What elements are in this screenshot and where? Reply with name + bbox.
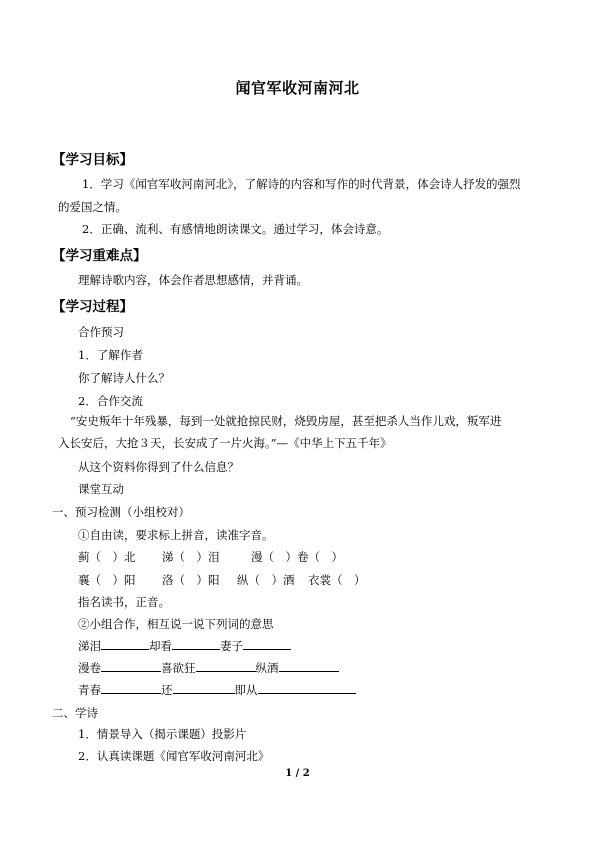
- part-2-heading: 二、学诗: [52, 706, 98, 720]
- pinyin-item: 蓟（ ）北: [78, 550, 136, 564]
- process-step-2: 2．合作交流: [78, 394, 143, 408]
- vocab-word: 涕泪: [78, 639, 101, 653]
- vocab-row-2: [78, 659, 339, 676]
- answer-blank[interactable]: [279, 659, 339, 672]
- pinyin-item: 纵（ ）酒: [237, 573, 295, 587]
- vocab-word: 即从: [234, 683, 258, 697]
- answer-blank[interactable]: [243, 637, 291, 650]
- part-1-heading: 一、预习检测（小组校对）: [52, 505, 190, 519]
- task-2: ②小组合作，相互说一说下列词的意思: [78, 617, 274, 631]
- process-interaction: 课堂互动: [78, 482, 124, 496]
- vocab-word: 纵酒: [255, 661, 279, 675]
- process-preview: 合作预习: [78, 325, 124, 339]
- learn-step-2: 2．认真读课题《闻官军收河南河北》: [78, 749, 270, 763]
- section-heading-goals: 【学习目标】: [52, 152, 133, 168]
- vocab-word: 喜欲狂: [161, 661, 196, 675]
- answer-blank[interactable]: [101, 681, 161, 694]
- learn-step-1: 1．情景导入（揭示课题）投影片: [78, 727, 247, 741]
- answer-blank[interactable]: [173, 681, 235, 694]
- goal-item-1-line-2: 的爱国之情。: [58, 200, 127, 214]
- vocab-word: 妻子: [220, 639, 243, 653]
- quote-line-2: 入长安后，大抢３天，长安成了一片火海。”—《中华上下五千年》: [58, 436, 392, 450]
- read-aloud-instruction: 指名读书，正音。: [78, 595, 170, 609]
- answer-blank[interactable]: [258, 681, 356, 694]
- process-question-1: 你了解诗人什么？: [78, 371, 170, 385]
- vocab-word: 还: [161, 683, 173, 697]
- process-question-2: 从这个资料你得到了什么信息？: [78, 460, 239, 474]
- vocab-row-3: [78, 681, 356, 698]
- pinyin-item: 衣裳（ ）: [308, 573, 366, 587]
- process-step-1: 1．了解作者: [78, 348, 143, 362]
- answer-blank[interactable]: [172, 637, 220, 650]
- answer-blank[interactable]: [196, 659, 256, 672]
- vocab-row-1: [78, 637, 291, 654]
- task-1: ①自由读，要求标上拼音，读准字音。: [78, 528, 274, 542]
- key-points-text: 理解诗歌内容，体会作者思想感情，并背诵。: [78, 273, 308, 287]
- goal-item-1-line-1: 1．学习《闻官军收河南河北》，了解诗的内容和写作的时代背景，体会诗人抒发的强烈: [82, 177, 521, 191]
- page-title: 闻官军收河南河北: [235, 79, 360, 97]
- goal-item-2: 2．正确、流利、有感情地朗读课文。通过学习，体会诗意。: [82, 222, 389, 236]
- answer-blank[interactable]: [101, 659, 161, 672]
- quote-line-1: “安史叛年十年残暴，每到一处就抢掠民财，烧毁房屋，甚至把杀人当作儿戏，叛军进: [70, 414, 502, 428]
- section-heading-process: 【学习过程】: [52, 299, 133, 315]
- pinyin-item: 漫（ ）卷（ ）: [251, 550, 343, 564]
- vocab-word: 却看: [149, 639, 172, 653]
- answer-blank[interactable]: [101, 637, 149, 650]
- section-heading-key-points: 【学习重难点】: [52, 248, 147, 264]
- page-number: 1 / 2: [285, 768, 310, 779]
- pinyin-item: 涕（ ）泪: [162, 550, 220, 564]
- vocab-word: 漫卷: [78, 661, 101, 675]
- vocab-word: 青春: [78, 683, 101, 697]
- pinyin-item: 襄（ ）阳: [78, 573, 136, 587]
- pinyin-item: 洛（ ）阳: [162, 573, 220, 587]
